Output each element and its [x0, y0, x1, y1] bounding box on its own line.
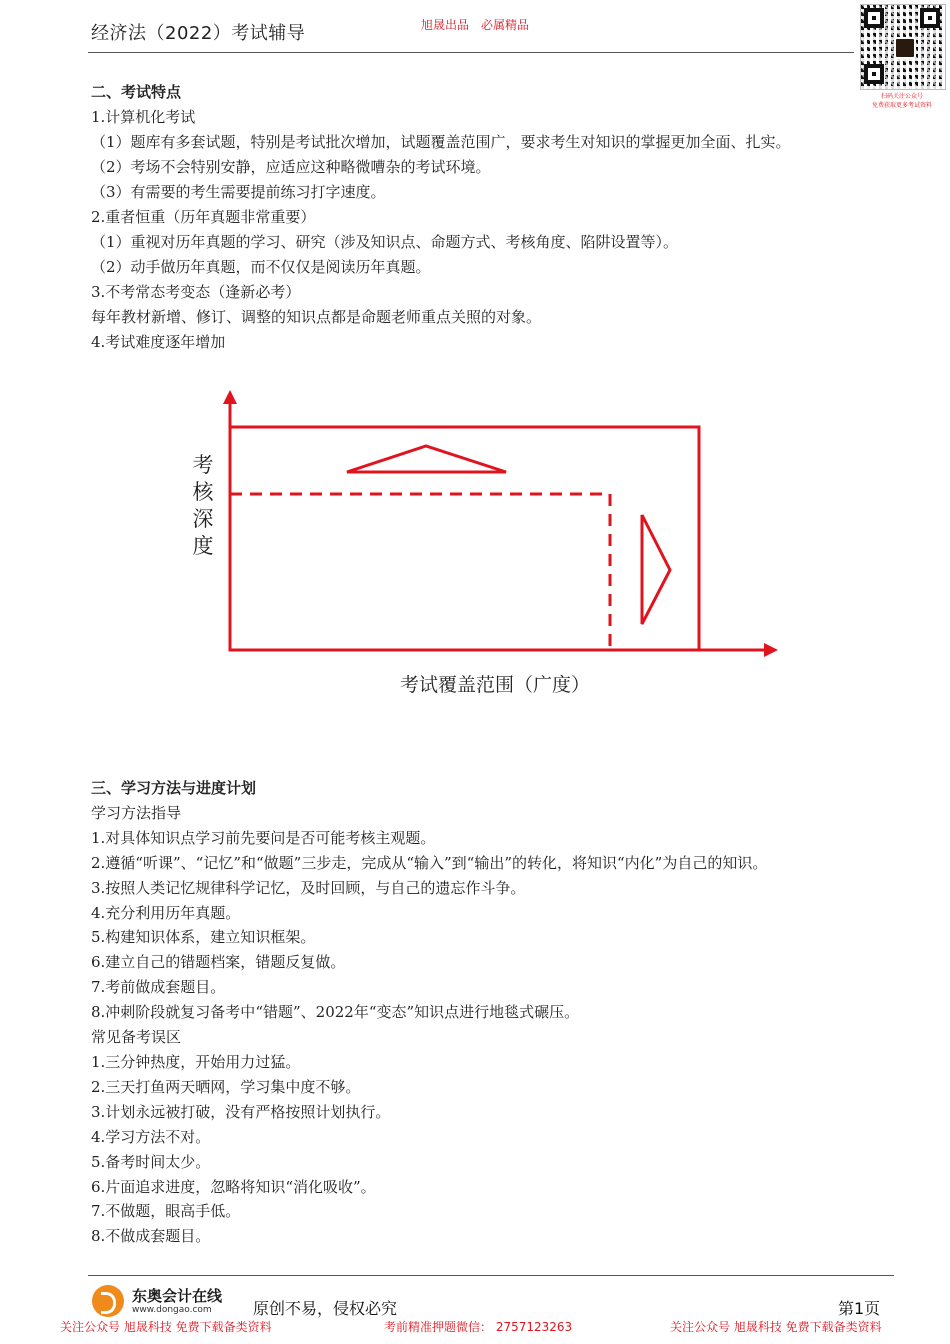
list-item: 1.对具体知识点学习前先要问是否可能考核主观题。: [91, 828, 436, 847]
brand-slogan: 旭晟出品 必属精品: [421, 18, 530, 32]
y-axis-label: 核: [192, 480, 214, 504]
list-item: 7.考前做成套题目。: [91, 978, 226, 997]
subheading: 学习方法指导: [91, 803, 182, 822]
copyright-motto: 原创不易，侵权必究: [253, 1299, 398, 1318]
x-axis-arrow-icon: [764, 643, 778, 657]
outer-range-box: [230, 427, 699, 650]
text-line: 每年教材新增、修订、调整的知识点都是命题老师重点关照的对象。: [91, 308, 542, 326]
list-item: 4.学习方法不对。: [91, 1127, 211, 1146]
section-heading: 二、考试特点: [91, 83, 182, 101]
difficulty-diagram: [180, 380, 800, 710]
page-number: 第1页: [838, 1299, 881, 1318]
dongao-logo: [92, 1283, 242, 1319]
qr-logo-icon: [894, 37, 916, 59]
x-axis-label: 考试覆盖范围（广度）: [399, 674, 591, 696]
list-item: 7.不做题，眼高手低。: [91, 1202, 241, 1221]
header-divider: [88, 52, 854, 53]
list-item: 8.冲刺阶段就复习备考中“错题”、2022年“变态”知识点进行地毯式碾压。: [91, 1003, 580, 1022]
text-line: （2）考场不会特别安静，应适应这种略微嘈杂的考试环境。: [91, 158, 491, 176]
list-item: 5.构建知识体系，建立知识框架。: [91, 928, 316, 947]
qr-caption: 免费获取更多考试资料: [871, 102, 932, 109]
list-item: 2.三天打鱼两天晒网，学习集中度不够。: [91, 1077, 361, 1096]
qr-caption: 扫码关注公众号: [880, 93, 923, 100]
footer-note-center: 考前精准押题微信： 2757123263: [384, 1320, 573, 1334]
depth-increase-triangle-icon: [347, 446, 506, 472]
dashed-range-boundary: [230, 494, 610, 650]
list-item: 4.充分利用历年真题。: [91, 903, 241, 922]
y-axis-label: 度: [192, 534, 214, 558]
section-heading: 三、学习方法与进度计划: [91, 779, 257, 797]
list-item: 3.计划永远被打破，没有严格按照计划执行。: [91, 1102, 391, 1121]
y-axis-label: 深: [192, 507, 214, 531]
list-item: 6.建立自己的错题档案，错题反复做。: [91, 953, 346, 972]
section-exam-features: [91, 80, 903, 355]
text-line: 1.计算机化考试: [91, 108, 196, 126]
logo-url: www.dongao.com: [132, 1305, 212, 1315]
footer-divider: [88, 1275, 894, 1276]
y-axis-arrow-icon: [223, 390, 237, 404]
breadth-increase-triangle-icon: [642, 515, 670, 624]
list-item: 6.片面追求进度，忽略将知识“消化吸收”。: [91, 1177, 376, 1196]
logo-name: 东奥会计在线: [132, 1287, 223, 1305]
subheading: 常见备考误区: [91, 1028, 182, 1047]
text-line: 3.不考常态考变态（逢新必考）: [91, 283, 301, 301]
list-item: 2.遵循“听课”、“记忆”和“做题”三步走，完成从“输入”到“输出”的转化，将知识“内化”为自己的知识。: [91, 853, 768, 872]
list-item: 1.三分钟热度，开始用力过猛。: [91, 1052, 301, 1071]
list-item: 3.按照人类记忆规律科学记忆，及时回顾，与自己的遗忘作斗争。: [91, 878, 526, 897]
footer-note-left: 关注公众号 旭晟科技 免费下载备类资料: [60, 1320, 272, 1334]
qr-code-image: [860, 4, 946, 90]
text-line: （1）重视对历年真题的学习、研究（涉及知识点、命题方式、考核角度、陷阱设置等）。: [91, 233, 679, 251]
list-item: 8.不做成套题目。: [91, 1227, 211, 1246]
text-line: 4.考试难度逐年增加: [91, 333, 226, 351]
list-item: 5.备考时间太少。: [91, 1152, 211, 1171]
text-line: （2）动手做历年真题，而不仅仅是阅读历年真题。: [91, 258, 431, 276]
y-axis-label: 考: [192, 453, 214, 477]
document-title: 经济法（2022）考试辅导: [91, 23, 306, 44]
text-line: 2.重者恒重（历年真题非常重要）: [91, 208, 316, 226]
section-study-methods: [91, 776, 903, 1249]
text-line: （1）题库有多套试题，特别是考试批次增加，试题覆盖范围广，要求考生对知识的掌握更加全面、扎实。: [91, 133, 791, 151]
dongao-logo-icon: [92, 1285, 124, 1317]
footer-note-right: 关注公众号 旭晟科技 免费下载备类资料: [670, 1320, 882, 1334]
text-line: （3）有需要的考生需要提前练习打字速度。: [91, 183, 386, 201]
